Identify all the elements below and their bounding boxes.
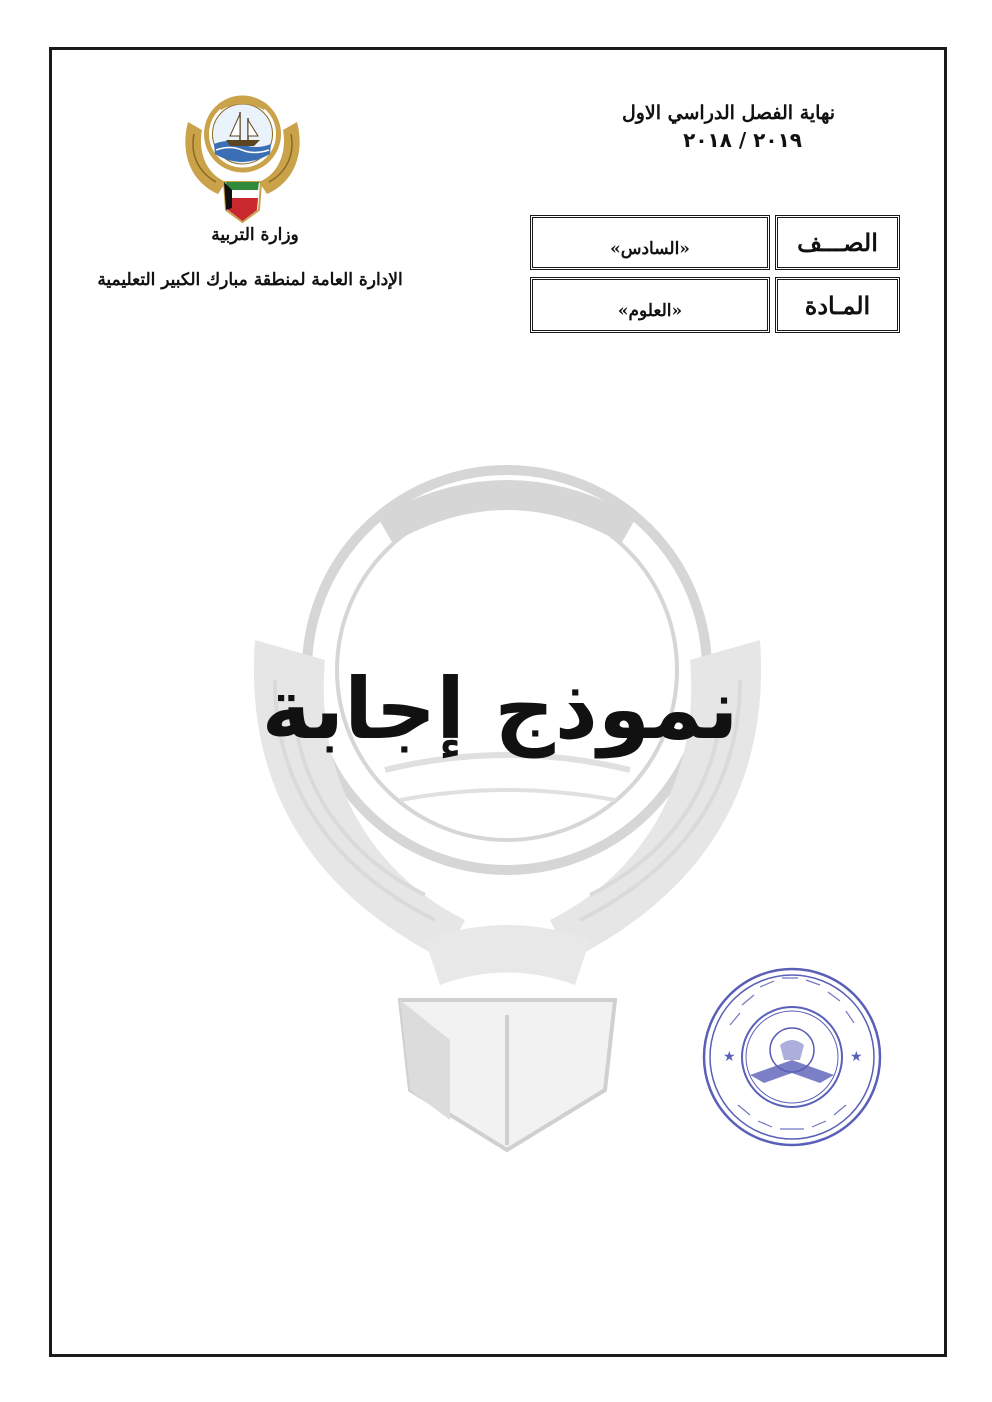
watermark-emblem-icon [235, 440, 780, 1160]
subject-value: «العلوم» [530, 277, 770, 333]
svg-text:★: ★ [850, 1049, 863, 1065]
subject-label: المـادة [775, 277, 900, 333]
term-title: نهاية الفصل الدراسي الاول [621, 102, 835, 124]
grade-value: «السادس» [530, 215, 770, 270]
district-name: الإدارة العامة لمنطقة مبارك الكبير التعليمية [97, 270, 403, 290]
official-stamp-icon [700, 965, 885, 1150]
ministry-name: وزارة التربية [211, 225, 299, 245]
term-year: ٢٠١٩ / ٢٠١٨ [683, 128, 802, 152]
kuwait-state-emblem-icon [180, 82, 305, 227]
svg-text:★: ★ [723, 1049, 736, 1065]
answer-key-title: نموذج إجابة [261, 660, 739, 758]
grade-label: الصـــف [775, 215, 900, 270]
